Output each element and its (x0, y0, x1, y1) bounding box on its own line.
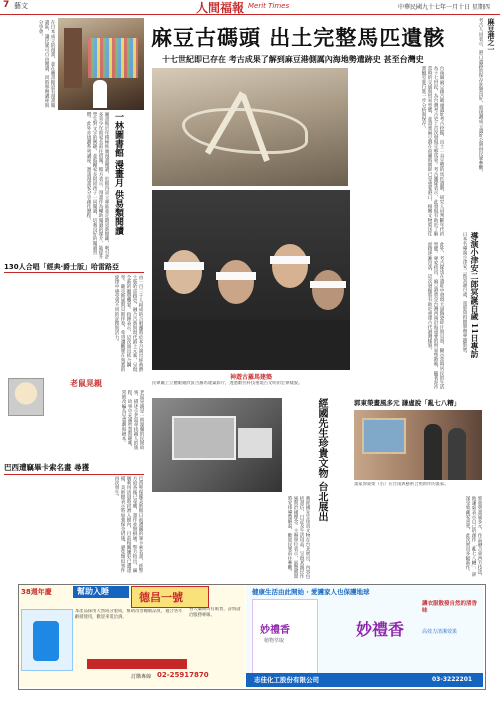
guo-dong-caption: 畫家郭東榮（右）在台南與藝術合照新作的畫家。 (354, 482, 449, 487)
cartoon-icon (8, 378, 44, 416)
ad-product-sub: 植物萃取 (264, 638, 285, 644)
divider (4, 474, 144, 475)
page-number: 7 (3, 0, 10, 10)
ad-right-tagline: 健康生活由此開始 · 愛護家人也保護地球 (252, 588, 370, 596)
ad-right-text-col: 各大藥局均有販售，詳情請洽服務專線。 (189, 607, 241, 618)
director-headline: 導演小津安二郎冥誕百歲 11日專訪 (470, 232, 480, 358)
divider (4, 272, 144, 273)
guo-dong-headline: 郭東榮畫風多元 謙虛說「亂七八糟」 (354, 399, 461, 407)
excavation-photo (152, 68, 348, 186)
ad-phone[interactable]: 02-25917870 (157, 671, 209, 679)
jingguo-headline: 經國先生珍貴文物 台北展出 (316, 398, 327, 522)
director-article-text: 日本名導演小津安二郎冥誕百歲，電影資料館舉辦專題影展。 (462, 232, 467, 357)
ad-phone-label: 訂購專線 (131, 674, 152, 680)
lao-shu-text: 老鼠晃親是一則溫馨的民間故事，描述小老鼠尋找親人的旅程，故事中充滿智慧與趣味，常被改編為兒童劇與繪本。 (121, 390, 144, 450)
main-article-text-1: 台南縣麻豆鎮古碼頭遺址考古挖掘，出土一具完整的馬匹遺骸，研究人員判斷年代約為十七世紀，為台灣考古史上首次發現完整馬骨。考古團隊表示，此發現有助於了解當時的交通與貿易型態，並證實麻豆港在荷蘭時期即已是重要港口，相關文物將送往實驗室進行進一步分析與保存。 (421, 66, 444, 237)
exhibit-photo (152, 398, 282, 492)
guo-dong-article-text: 郭東榮畫風多元，作品融合東西方技法，他謙虛表示自己的創作「亂七八糟」，卻深受收藏家喜愛，此次展出多幅新作。 (465, 496, 482, 579)
brazil-headline: 巴西遭竊畢卡索名畫 尋獲 (4, 463, 90, 472)
audience-photo-caption: 神遊古羅馬建築 (230, 374, 273, 381)
ad-left-bottom-bar (87, 659, 187, 669)
ad-product-name: 妙禮香 (260, 625, 290, 636)
issue-date: 中華民國九十七年一月十日 星期四 (398, 4, 490, 11)
conference-headline: 130人合唱「經典‧爵士版」哈雷路亞 (4, 263, 120, 271)
ad-bottle-icon (33, 621, 59, 661)
library-headline: 一林圖書館 漫畫月 供易類閱讀 (113, 112, 123, 236)
jingguo-article-text: 蔣經國先生珍貴文物在台北展出，內容包括書信、日記及生活用品，呈現其親民作風與治國理念。主辦單位表示，展覽期間將安排導覽解說，歡迎民眾前往參觀。 (287, 496, 310, 579)
ad-help-title: 幫助入睡 (77, 587, 109, 596)
ad-company: 志佳化工股份有限公司 (254, 676, 319, 684)
ad-logo-large: 妙禮香 (356, 620, 405, 639)
ad-anniversary: 38週年慶 (21, 588, 52, 596)
brazil-article-text: 巴西聖保羅美術館日前遭竊的畢卡索名畫，經警方追查後已尋獲，畫作並無損壞。警方指出，竊賊利用清晨時段潛入館內，目前相關嫌犯已遭逮捕，美術館表示將加強保全措施，避免類似事件再次發生。 (114, 476, 143, 573)
main-article-text-2: 此外，考古隊也在遺址中發現大量陶瓷碎片與貝殼，顯示當時居民的生活型態。專家指出，麻豆港曾是台灣西南沿海重要的貿易集散地，隨著泥沙淤積逐漸沒落，這次發掘將有助於重建古代港灣樣貌。 (427, 242, 444, 390)
library-photo (58, 18, 144, 110)
conference-article-text: 由一百三十人組成的合唱團將於本月演出經典爵士版哈雷路亞，融合古典與現代爵士元素，呈現全新的聽覺饗宴。指揮表示，這次演出結合鋼琴、薩克斯風與貝斯伴奏，希望讓觀眾在熟悉的旋律中感受到不同的詮釋與活力。 (114, 275, 143, 372)
ad-left-text: 本產品採用天然成分製成，幫助改善睡眠品質，適合各年齡層使用，歡迎來電洽詢。 (75, 609, 183, 620)
section-label: 藝文 (14, 2, 28, 10)
ad-right[interactable] (246, 585, 483, 687)
newspaper-logo: 人間福報 (196, 1, 245, 15)
main-subtitle: 十七世紀即已存在 考古成果了解到麻豆港側厲內海地勢遺跡史 甚至台灣史 (162, 55, 424, 64)
left-column-text-1: 在日本成立的漫畫，並在圖書館設有漫畫閱讀區，讓民眾可自由閱讀，同時舉辦講座與分享會。 (38, 20, 55, 108)
main-headline: 麻豆古碼頭 出土完整馬匹遺骸 (151, 25, 446, 50)
ad-brand: 德昌一號 (139, 591, 183, 604)
ad-product-box-2 (252, 599, 318, 675)
newspaper-logo-en: Merit Times (248, 2, 290, 10)
audience-photo (152, 190, 350, 370)
library-article-text: 圖書館近年積極推廣漫畫閱讀，於館內設立專區並定期更新館藏，吸引許多青少年與家長前往借閱。館方表示，漫畫作為輔助閱讀的媒介，能提升學生對文字的興趣，並鼓勵家長陪同孩子一同閱讀，培養良好的閱讀習慣。此外亦規劃系列講座，邀請漫畫家分享創作歷程。 (86, 112, 109, 260)
photo-caption-text: 民眾戴上立體眼鏡欣賞古羅馬建築影片，透過數位科技重現古文明的宏偉樣貌。 (152, 381, 303, 386)
ad-promo-1: 讓衣服散發自然的清香味 (422, 601, 478, 614)
rightmost-text: 考古人員表示，港口遺跡的保存狀態良好，將規劃成立遺址公園供民眾參觀。 (478, 18, 483, 175)
page-header (0, 0, 500, 15)
guo-dong-photo (354, 410, 482, 480)
ad-company-phone[interactable]: 03-3222201 (432, 676, 473, 683)
ad-promo-2: 高效力清潔效果 (422, 629, 458, 635)
ad-left[interactable] (19, 585, 245, 687)
rightmost-headline: 麻豆港之一 (487, 18, 496, 53)
lao-shu-headline: 老鼠晃親 (70, 379, 102, 388)
